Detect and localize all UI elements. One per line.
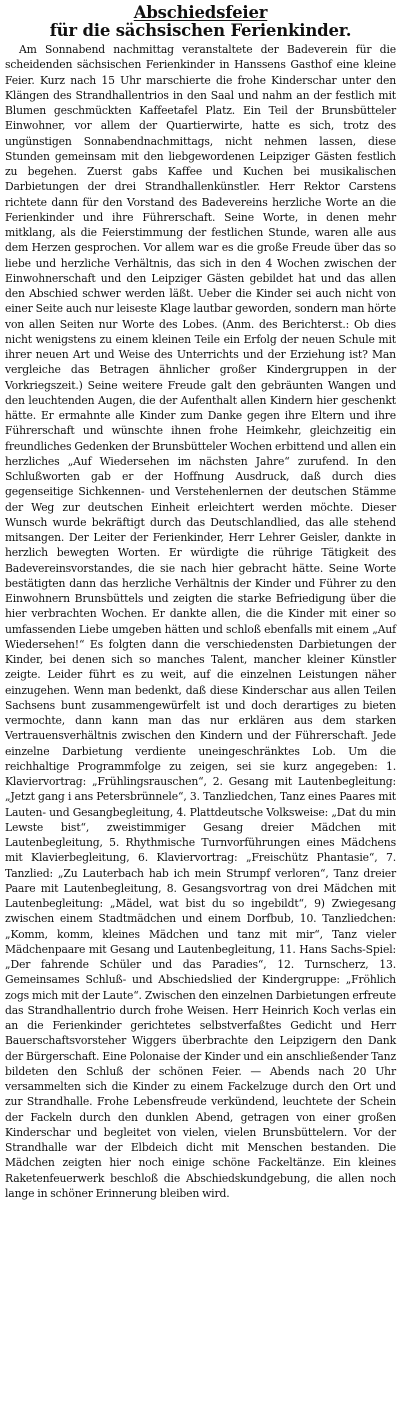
article-body: Am Sonnabend nachmittag veranstaltete der Badeverein für die scheidenden sächsischen Ferienkinder in Hanssens Gasthof eine kleine Feier. Kurz nach 15 Uhr marschierte die frohe Kinderschar unter den Klängen des Strandhallentrios in den Saal und nahm an der festlich mit Blumen geschmückten Kaffeetafel Platz. Ein Teil der Brunsbütteler Einwohner, vor allem der Quartierwirte, hatte es sich, trotz des ungünstigen Sonnabendnachmittags, nicht nehmen lassen, diese Stunden gemeinsam mit den liebgewordenen Leipziger Gästen festlich zu begehen. Zuerst gabs Kaffee und Kuchen bei musikalischen Darbietungen der drei Strandhallenkünstler. Herr Rektor Carstens richtete dann für den Vorstand des Badevereins herzliche Worte an die Ferienkinder und ihre Führerschaft. Seine Worte, in denen mehr mitklang, als die Feierstimmung der festlichen Stunde, waren alle aus dem Herzen gesprochen. Vor allem war es die große Freude über das so liebe und herzliche Verhältnis, das sich in den 4 Wochen zwischen der Einwohnerschaft und den Leipziger Gästen gebildet hat und das allen den Abschied schwer werden läßt. Ueber die Kinder sei auch nicht von einer Seite auch nur leiseste Klage lautbar geworden, sondern man hörte von allen Seiten nur Worte des Lobes. (Anm. des Berichterst.: Ob dies nicht wenigstens zu einem kleinen Teile ein Erfolg der neuen Schule mit ihrer neuen Art und Weise des Unterrichts und der Erziehung ist? Man vergleiche das Betragen ähnlicher großer Kindergruppen in der Vorkriegszeit.) Seine weitere Freude galt den gebräunten Wangen und den leuchtenden Augen, die der Aufenthalt allen Kindern hier geschenkt hätte. Er ermahnte alle Kinder zum Danke gegen ihre Eltern und ihre Führerschaft und wünschte ihnen frohe Heimkehr, gleichzeitig ein freundliches Gedenken der Brunsbütteler Wochen erbittend und allen ein herzliches „Auf Wiedersehen im nächsten Jahre“ zurufend. In den Schlußworten gab er der Hoffnung Ausdruck, daß durch dies gegenseitige Sichkennen- und Verstehenlernen der deutschen Stämme der Weg zur deutschen Einheit erleichtert werden möchte. Dieser Wunsch wurde bekräftigt durch das Deutschlandlied, das alle stehend mitsangen. Der Leiter der Ferienkinder, Herr Lehrer Geisler, dankte in herzlich bewegten Worten. Er würdigte die rührige Tätigkeit des Badevereinsvorstandes, die sie nach hier gebracht hätte. Seine Worte bestätigten dann das herzliche Verhältnis der Kinder und Führer zu den Einwohnern Brunsbüttels und zeigten die starke Befriedigung über die hier verbrachten Wochen. Er dankte allen, die die Kinder mit einer so umfassenden Liebe umgeben hätten und schloß ebenfalls mit einem „Auf Wiedersehen!“ Es folgten dann die verschiedensten Darbietungen der Kinder, bei denen sich so manches Talent, mancher kleiner Künstler zeigte. Leider führt es zu weit, auf die einzelnen Leistungen näher einzugehen. Wenn man bedenkt, daß diese Kinderschar aus allen Teilen Sachsens bunt zusammengewürfelt ist und doch derartiges zu bieten vermochte, dann kann man das nur erklären aus dem starken Vertrauensverhältnis zwischen den Kindern und der Führerschaft. Jede einzelne Darbietung verdiente uneingeschränktes Lob. Um die reichhaltige Programmfolge zu zeigen, sei sie kurz angegeben: 1. Klaviervortrag: „Frühlingsrauschen“, 2. Gesang mit Lautenbegleitung: „Jetzt gang i ans Petersbrünnele“, 3. Tanzliedchen, Tanz eines Paares mit Lauten- und Gesangbegleitung, 4. Plattdeutsche Volksweise: „Dat du min Lewste bist“, zweistimmiger Gesang dreier Mädchen mit Lautenbegleitung, 5. Rhythmische Turnvorführungen eines Mädchens mit Klavierbegleitung, 6. Klaviervortrag: „Freischütz Phantasie“, 7. Tanzlied: „Zu Lauterbach hab ich mein Strumpf verloren“, Tanz dreier Paare mit Lautenbegleitung, 8. Gesangsvortrag von drei Mädchen mit Lautenbegleitung: „Mädel, wat bist du so ingebildt“, 9) Zwiegesang zwischen einem Stadtmädchen und einem Dorfbub, 10. Tanzliedchen: „Komm, komm, kleines Mädchen und tanz mit mir“, Tanz vieler Mädchenpaare mit Gesang und Lautenbegleitung, 11. Hans Sachs-Spiel: „Der fahrende Schüler und das Paradies“, 12. Turnscherz, 13. Gemeinsames Schluß- und Abschiedslied der Kindergruppe: „Fröhlich zogs mich mit der Laute“. Zwischen den einzelnen Darbietungen erfreute das Strandhallentrio durch frohe Weisen. Herr Heinrich Koch verlas ein an die Ferienkinder gerichtetes selbstverfaßtes Gedicht und Herr Bauerschaftsvorsteher Wiggers überbrachte den Leipzigern den Dank der Bürgerschaft. Eine Polonaise der Kinder und ein anschließender Tanz bildeten den Schluß der schönen Feier. — Abends nach 20 Uhr versammelten sich die Kinder zu einem Fackelzuge durch den Ort und zur Strandhalle. Frohe Lebensfreude verkündend, leuchtete der Schein der Fackeln durch den dunklen Abend, getragen von einer großen Kinderschar und begleitet von vielen, vielen Brunsbüttelern. Vor der Strandhalle war der Elbdeich dicht mit Menschen bestanden. Die Mädchen zeigten hier noch einige schöne Fackeltänze. Ein kleines Raketenfeuerwerk beschloß die Abschiedskundgebung, die allen noch lange in schöner Erinnerung bleiben wird. <box>5 43 396 1200</box>
headline-line-2: für die sächsischen Ferienkinder. <box>49 21 352 40</box>
article-headline <box>5 4 396 40</box>
headline-line-1: Abschiedsfeier <box>133 3 268 22</box>
